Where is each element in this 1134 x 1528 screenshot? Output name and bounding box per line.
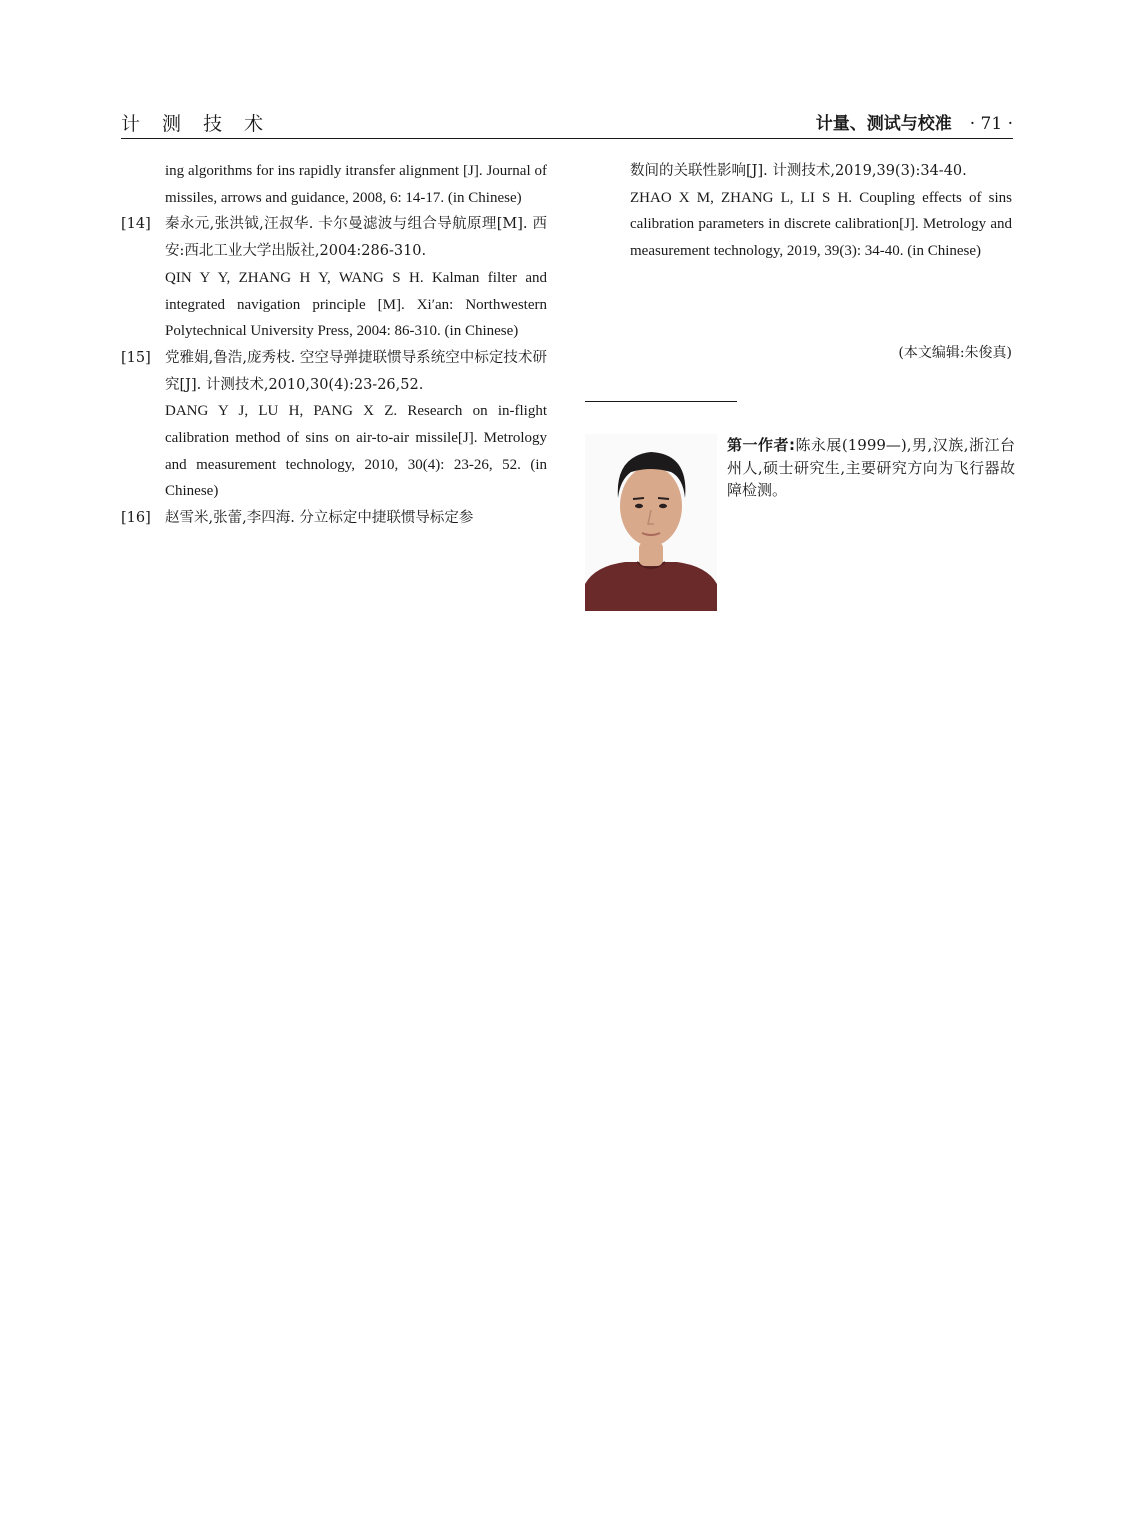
reference-13-continuation: ing algorithms for ins rapidly itransfer alignment [J]. Journal of missiles, arrows and guidance, 2008, 6: 14-17. (in Chinese) — [165, 163, 547, 206]
reference-16-continuation-english: ZHAO X M, ZHANG L, LI S H. Coupling effects of sins calibration parameters in discrete calibration[J]. Metrology and measurement technology, 2019, 39(3): 34-40. (in Chinese) — [630, 189, 1012, 260]
reference-english: QIN Y Y, ZHANG H Y, WANG S H. Kalman filter and integrated navigation principle [M]. Xi′an: Northwestern Polytechnical University Press, 2004: 86-310. (in Chinese) — [165, 269, 547, 340]
section-title — [816, 112, 1013, 136]
author-photo — [585, 434, 717, 611]
reference-chinese: 赵雪米,张蕾,李四海. 分立标定中捷联惯导标定参 — [165, 510, 474, 527]
editor-note: (本文编辑:朱俊真) — [898, 345, 1012, 361]
section-name: 计量、测试与校准 — [815, 114, 952, 134]
divider-rule — [585, 401, 737, 402]
reference-chinese: 秦永元,张洪钺,汪叔华. 卡尔曼滤波与组合导航原理[M]. 西安:西北工业大学出版社,2004:286-310. — [165, 216, 547, 260]
reference-number: [15] — [121, 349, 151, 366]
running-header — [121, 112, 1013, 139]
author-text: 陈永展(1999—),男,汉族,浙江台州人,硕士研究生,主要研究方向为飞行器故障检测。 — [727, 436, 1015, 499]
reference-14 — [121, 211, 547, 345]
reference-15 — [121, 345, 547, 505]
reference-chinese: 党雅娟,鲁浩,庞秀枝. 空空导弹捷联惯导系统空中标定技术研究[J]. 计测技术,2010,30(4):23-26,52. — [165, 349, 547, 393]
reference-number: [14] — [121, 216, 151, 233]
journal-name: 计 测 技 术 — [121, 113, 272, 135]
right-column — [630, 158, 1012, 265]
reference-english: DANG Y J, LU H, PANG X Z. Research on in-flight calibration method of sins on air-to-air missile[J]. Metrology and measurement technology, 2010, 30(4): 23-26, 52. (in Chinese) — [165, 403, 547, 500]
reference-number: [16] — [121, 510, 151, 527]
page-number: · 71 · — [969, 114, 1013, 134]
reference-16-continuation-chinese: 数间的关联性影响[J]. 计测技术,2019,39(3):34-40. — [630, 163, 967, 179]
author-label: 第一作者: — [727, 436, 795, 454]
author-portrait — [585, 434, 717, 611]
reference-16 — [121, 505, 547, 532]
author-bio — [727, 434, 1015, 502]
left-column — [121, 158, 547, 532]
